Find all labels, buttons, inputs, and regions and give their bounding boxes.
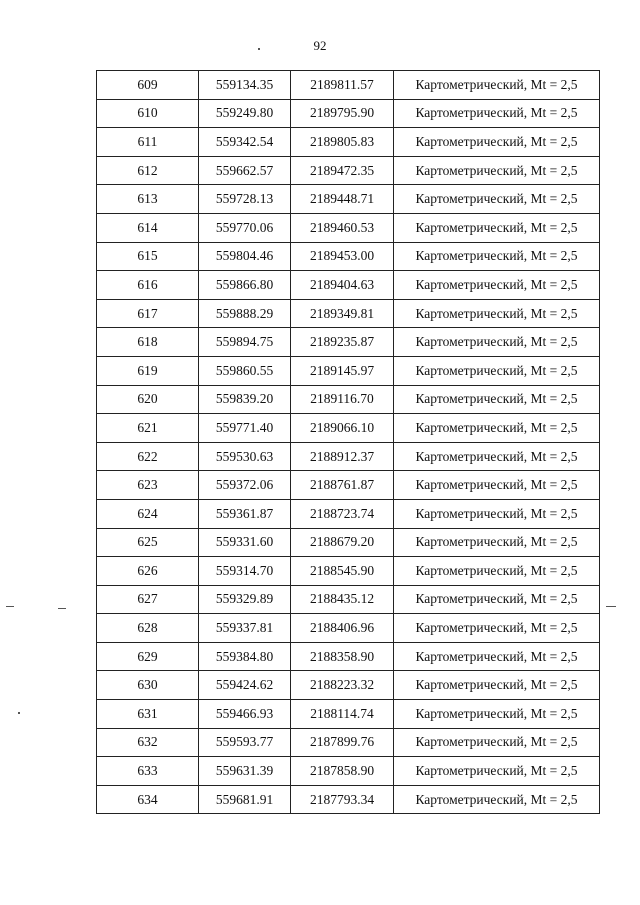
y-coordinate-cell: 2188761.87 — [291, 471, 394, 500]
point-number-cell: 628 — [97, 614, 199, 643]
y-coordinate-cell: 2189116.70 — [291, 385, 394, 414]
point-number-cell: 614 — [97, 213, 199, 242]
y-coordinate-cell: 2189448.71 — [291, 185, 394, 214]
point-number-cell: 629 — [97, 642, 199, 671]
table-row — [97, 271, 600, 300]
point-number-cell: 631 — [97, 700, 199, 729]
x-coordinate-cell: 559424.62 — [199, 671, 291, 700]
point-number-cell: 627 — [97, 585, 199, 614]
point-number-cell: 632 — [97, 728, 199, 757]
point-number-cell: 622 — [97, 442, 199, 471]
x-coordinate-cell: 559337.81 — [199, 614, 291, 643]
table-row — [97, 557, 600, 586]
point-number-cell: 633 — [97, 757, 199, 786]
table-row — [97, 242, 600, 271]
y-coordinate-cell: 2189404.63 — [291, 271, 394, 300]
x-coordinate-cell: 559331.60 — [199, 528, 291, 557]
method-cell: Картометрический, Mt = 2,5 — [394, 414, 600, 443]
method-cell: Картометрический, Mt = 2,5 — [394, 185, 600, 214]
method-cell: Картометрический, Mt = 2,5 — [394, 642, 600, 671]
y-coordinate-cell: 2188912.37 — [291, 442, 394, 471]
point-number-cell: 610 — [97, 99, 199, 128]
table-row — [97, 642, 600, 671]
table-row — [97, 385, 600, 414]
method-cell: Картометрический, Mt = 2,5 — [394, 213, 600, 242]
x-coordinate-cell: 559314.70 — [199, 557, 291, 586]
point-number-cell: 630 — [97, 671, 199, 700]
method-cell: Картометрический, Mt = 2,5 — [394, 557, 600, 586]
point-number-cell: 609 — [97, 71, 199, 100]
table-row — [97, 728, 600, 757]
x-coordinate-cell: 559804.46 — [199, 242, 291, 271]
point-number-cell: 623 — [97, 471, 199, 500]
table-row — [97, 299, 600, 328]
point-number-cell: 621 — [97, 414, 199, 443]
y-coordinate-cell: 2189805.83 — [291, 128, 394, 157]
y-coordinate-cell: 2189145.97 — [291, 356, 394, 385]
table-row — [97, 471, 600, 500]
page-number: 92 — [313, 38, 327, 53]
method-cell: Картометрический, Mt = 2,5 — [394, 356, 600, 385]
method-cell: Картометрический, Mt = 2,5 — [394, 442, 600, 471]
x-coordinate-cell: 559249.80 — [199, 99, 291, 128]
method-cell: Картометрический, Mt = 2,5 — [394, 785, 600, 814]
method-cell: Картометрический, Mt = 2,5 — [394, 528, 600, 557]
y-coordinate-cell: 2188358.90 — [291, 642, 394, 671]
table-body — [97, 71, 600, 814]
method-cell: Картометрический, Mt = 2,5 — [394, 242, 600, 271]
method-cell: Картометрический, Mt = 2,5 — [394, 585, 600, 614]
method-cell: Картометрический, Mt = 2,5 — [394, 271, 600, 300]
y-coordinate-cell: 2188114.74 — [291, 700, 394, 729]
point-number-cell: 618 — [97, 328, 199, 357]
y-coordinate-cell: 2188406.96 — [291, 614, 394, 643]
y-coordinate-cell: 2188679.20 — [291, 528, 394, 557]
coordinates-table — [96, 70, 600, 814]
scan-speck — [6, 606, 14, 607]
point-number-cell: 620 — [97, 385, 199, 414]
point-number-cell: 616 — [97, 271, 199, 300]
y-coordinate-cell: 2189472.35 — [291, 156, 394, 185]
method-cell: Картометрический, Mt = 2,5 — [394, 328, 600, 357]
table-row — [97, 528, 600, 557]
point-number-cell: 615 — [97, 242, 199, 271]
method-cell: Картометрический, Mt = 2,5 — [394, 499, 600, 528]
method-cell: Картометрический, Mt = 2,5 — [394, 99, 600, 128]
x-coordinate-cell: 559631.39 — [199, 757, 291, 786]
point-number-cell: 624 — [97, 499, 199, 528]
x-coordinate-cell: 559728.13 — [199, 185, 291, 214]
x-coordinate-cell: 559888.29 — [199, 299, 291, 328]
point-number-cell: 634 — [97, 785, 199, 814]
x-coordinate-cell: 559662.57 — [199, 156, 291, 185]
y-coordinate-cell: 2188435.12 — [291, 585, 394, 614]
x-coordinate-cell: 559342.54 — [199, 128, 291, 157]
y-coordinate-cell: 2189460.53 — [291, 213, 394, 242]
table-row — [97, 700, 600, 729]
x-coordinate-cell: 559466.93 — [199, 700, 291, 729]
table-row — [97, 785, 600, 814]
x-coordinate-cell: 559530.63 — [199, 442, 291, 471]
scan-speck — [18, 712, 20, 714]
y-coordinate-cell: 2189066.10 — [291, 414, 394, 443]
method-cell: Картометрический, Mt = 2,5 — [394, 728, 600, 757]
x-coordinate-cell: 559361.87 — [199, 499, 291, 528]
x-coordinate-cell: 559372.06 — [199, 471, 291, 500]
y-coordinate-cell: 2187858.90 — [291, 757, 394, 786]
x-coordinate-cell: 559839.20 — [199, 385, 291, 414]
point-number-cell: 611 — [97, 128, 199, 157]
table-row — [97, 213, 600, 242]
table-row — [97, 128, 600, 157]
y-coordinate-cell: 2189235.87 — [291, 328, 394, 357]
table-row — [97, 356, 600, 385]
x-coordinate-cell: 559771.40 — [199, 414, 291, 443]
method-cell: Картометрический, Mt = 2,5 — [394, 671, 600, 700]
y-coordinate-cell: 2189795.90 — [291, 99, 394, 128]
method-cell: Картометрический, Mt = 2,5 — [394, 71, 600, 100]
x-coordinate-cell: 559329.89 — [199, 585, 291, 614]
y-coordinate-cell: 2189349.81 — [291, 299, 394, 328]
table-row — [97, 328, 600, 357]
method-cell: Картометрический, Mt = 2,5 — [394, 700, 600, 729]
y-coordinate-cell: 2189453.00 — [291, 242, 394, 271]
table-row — [97, 71, 600, 100]
method-cell: Картометрический, Mt = 2,5 — [394, 156, 600, 185]
table-row — [97, 614, 600, 643]
x-coordinate-cell: 559681.91 — [199, 785, 291, 814]
scan-speck — [606, 606, 616, 607]
scan-speck — [58, 608, 66, 609]
y-coordinate-cell: 2188545.90 — [291, 557, 394, 586]
x-coordinate-cell: 559894.75 — [199, 328, 291, 357]
y-coordinate-cell: 2188723.74 — [291, 499, 394, 528]
point-number-cell: 612 — [97, 156, 199, 185]
point-number-cell: 617 — [97, 299, 199, 328]
y-coordinate-cell: 2187793.34 — [291, 785, 394, 814]
x-coordinate-cell: 559860.55 — [199, 356, 291, 385]
x-coordinate-cell: 559384.80 — [199, 642, 291, 671]
method-cell: Картометрический, Mt = 2,5 — [394, 299, 600, 328]
x-coordinate-cell: 559866.80 — [199, 271, 291, 300]
point-number-cell: 619 — [97, 356, 199, 385]
scan-speck — [258, 48, 260, 50]
table-row — [97, 99, 600, 128]
point-number-cell: 626 — [97, 557, 199, 586]
method-cell: Картометрический, Mt = 2,5 — [394, 385, 600, 414]
method-cell: Картометрический, Mt = 2,5 — [394, 128, 600, 157]
y-coordinate-cell: 2188223.32 — [291, 671, 394, 700]
table-row — [97, 185, 600, 214]
table-row — [97, 499, 600, 528]
table-row — [97, 442, 600, 471]
point-number-cell: 625 — [97, 528, 199, 557]
y-coordinate-cell: 2189811.57 — [291, 71, 394, 100]
table-row — [97, 757, 600, 786]
method-cell: Картометрический, Mt = 2,5 — [394, 614, 600, 643]
table-row — [97, 671, 600, 700]
x-coordinate-cell: 559134.35 — [199, 71, 291, 100]
point-number-cell: 613 — [97, 185, 199, 214]
table-row — [97, 585, 600, 614]
x-coordinate-cell: 559593.77 — [199, 728, 291, 757]
y-coordinate-cell: 2187899.76 — [291, 728, 394, 757]
x-coordinate-cell: 559770.06 — [199, 213, 291, 242]
table-row — [97, 156, 600, 185]
table-row — [97, 414, 600, 443]
method-cell: Картометрический, Mt = 2,5 — [394, 471, 600, 500]
method-cell: Картометрический, Mt = 2,5 — [394, 757, 600, 786]
